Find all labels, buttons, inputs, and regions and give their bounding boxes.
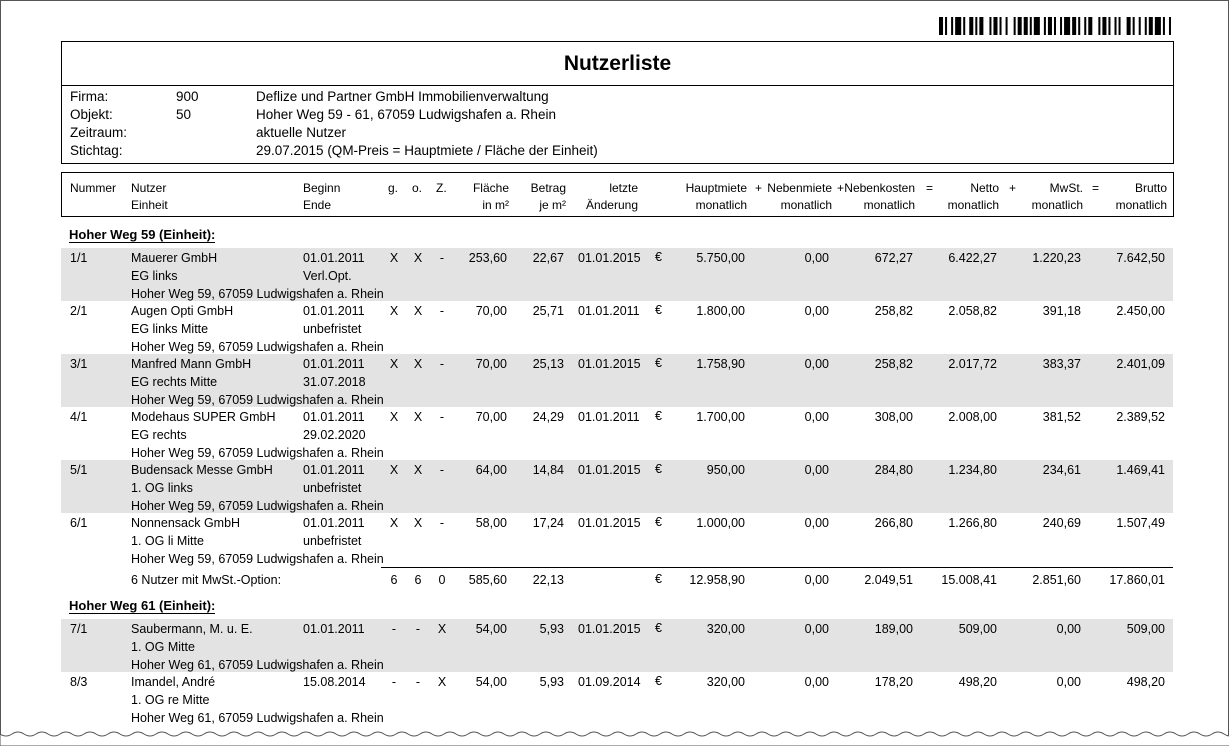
col-hauptmiete-unit: monatlich (695, 198, 747, 212)
cell-betrag: 24,29 (532, 410, 564, 424)
cell-nutzer: Budensack Messe GmbH (131, 463, 273, 477)
cell-flaeche: 54,00 (475, 622, 507, 636)
cell-z: - (439, 516, 445, 530)
cell-netto: 498,20 (958, 675, 997, 689)
cell-neben: 0,00 (804, 675, 829, 689)
cell-netto: 509,00 (958, 622, 997, 636)
cell-aenderung: 01.01.2015 (578, 251, 641, 265)
cell-g: X (389, 251, 399, 265)
cell-nr: 1/1 (70, 251, 88, 265)
cell-betrag: 22,67 (532, 251, 564, 265)
cell-nk: 284,80 (874, 463, 913, 477)
cell-g: X (389, 410, 399, 424)
col-equals-2: = (1092, 181, 1100, 195)
cell-flaeche: 70,00 (475, 410, 507, 424)
cell-einheit: EG rechts (131, 428, 187, 442)
cell-aenderung: 01.09.2014 (578, 675, 641, 689)
cell-g: X (389, 516, 399, 530)
cell-ende: unbefristet (303, 322, 362, 336)
cell-nr: 8/3 (70, 675, 88, 689)
summary-brutto: 17.860,01 (1109, 573, 1165, 587)
cell-cur: € (655, 515, 662, 529)
cell-betrag: 5,93 (539, 622, 564, 636)
barcode-image (939, 17, 1173, 35)
cell-mwst: 0,00 (1056, 622, 1081, 636)
cell-nutzer: Saubermann, M. u. E. (131, 622, 253, 636)
col-g: g. (388, 181, 399, 195)
cell-flaeche: 253,60 (468, 251, 507, 265)
cell-o: - (415, 675, 421, 689)
cell-neben: 0,00 (804, 516, 829, 530)
cell-mwst: 240,69 (1042, 516, 1081, 530)
col-flaeche: Fläche (472, 181, 509, 195)
cell-betrag: 17,24 (532, 516, 564, 530)
cell-o: X (413, 304, 423, 318)
info-code-firma: 900 (176, 89, 199, 104)
cell-nk: 189,00 (874, 622, 913, 636)
cell-haupt: 1.700,00 (696, 410, 745, 424)
cell-adresse: Hoher Weg 59, 67059 Ludwigshafen a. Rhein (131, 287, 384, 301)
cell-z: - (439, 357, 445, 371)
cell-brutto: 1.507,49 (1116, 516, 1165, 530)
col-nebenmiete: Nebenmiete (767, 181, 832, 195)
col-letzte: letzte (609, 181, 638, 195)
report-title: Nutzerliste (62, 42, 1173, 86)
cell-einheit: EG links (131, 269, 178, 283)
cell-g: X (389, 304, 399, 318)
col-o: o. (412, 181, 423, 195)
info-label-stichtag: Stichtag: (70, 143, 123, 158)
cell-netto: 2.058,82 (948, 304, 997, 318)
cell-adresse: Hoher Weg 59, 67059 Ludwigshafen a. Rhein (131, 499, 384, 513)
summary-g: 6 (390, 573, 398, 587)
summary-label: 6 Nutzer mit MwSt.-Option: (131, 573, 282, 587)
cell-z: X (437, 675, 447, 689)
summary-nebenmiete: 0,00 (804, 573, 829, 587)
cell-betrag: 25,71 (532, 304, 564, 318)
cell-flaeche: 58,00 (475, 516, 507, 530)
cell-ende: Verl.Opt. (303, 269, 352, 283)
report-header-box (61, 41, 1174, 164)
col-netto: Netto (970, 181, 999, 195)
cell-ende: 31.07.2018 (303, 375, 366, 389)
cell-o: X (413, 463, 423, 477)
cell-aenderung: 01.01.2015 (578, 357, 641, 371)
cell-flaeche: 54,00 (475, 675, 507, 689)
cell-o: X (413, 251, 423, 265)
cell-ende: unbefristet (303, 534, 362, 548)
cell-brutto: 2.401,09 (1116, 357, 1165, 371)
cell-z: - (439, 410, 445, 424)
cell-beginn: 01.01.2011 (303, 304, 365, 318)
info-label-zeitraum: Zeitraum: (70, 125, 128, 140)
cell-mwst: 381,52 (1042, 410, 1081, 424)
col-plus-2: + (837, 181, 845, 195)
cell-netto: 1.266,80 (948, 516, 997, 530)
cell-z: X (437, 622, 447, 636)
cell-brutto: 2.389,52 (1116, 410, 1165, 424)
col-flaeche-unit: in m² (482, 198, 509, 212)
cell-haupt: 320,00 (706, 675, 745, 689)
column-header (61, 172, 1174, 217)
info-label-objekt: Objekt: (70, 107, 113, 122)
cell-betrag: 5,93 (539, 675, 564, 689)
cell-cur: € (655, 356, 662, 370)
cell-nutzer: Nonnensack GmbH (131, 516, 241, 530)
cell-einheit: 1. OG li Mitte (131, 534, 204, 548)
col-betrag-unit: je m² (539, 198, 566, 212)
cell-nk: 258,82 (874, 357, 913, 371)
cell-neben: 0,00 (804, 410, 829, 424)
cell-adresse: Hoher Weg 61, 67059 Ludwigshafen a. Rhein (131, 658, 384, 672)
info-value-objekt: Hoher Weg 59 - 61, 67059 Ludwigshafen a. Rhein (256, 107, 556, 122)
cell-haupt: 950,00 (706, 463, 745, 477)
cell-adresse: Hoher Weg 59, 67059 Ludwigshafen a. Rhein (131, 393, 384, 407)
cell-g: - (391, 622, 397, 636)
cell-beginn: 01.01.2011 (303, 516, 365, 530)
cell-einheit: 1. OG re Mitte (131, 693, 210, 707)
col-ende: Ende (303, 198, 332, 212)
cell-nk: 672,27 (874, 251, 913, 265)
cell-aenderung: 01.01.2011 (578, 304, 640, 318)
cell-beginn: 01.01.2011 (303, 622, 365, 636)
cell-adresse: Hoher Weg 59, 67059 Ludwigshafen a. Rhein (131, 552, 384, 566)
cell-nutzer: Modehaus SUPER GmbH (131, 410, 276, 424)
cell-o: X (413, 410, 423, 424)
cell-neben: 0,00 (804, 622, 829, 636)
col-nummer: Nummer (70, 181, 117, 195)
cell-nutzer: Augen Opti GmbH (131, 304, 234, 318)
cell-aenderung: 01.01.2011 (578, 410, 640, 424)
cell-nk: 178,20 (874, 675, 913, 689)
cell-mwst: 234,61 (1042, 463, 1081, 477)
cell-betrag: 14,84 (532, 463, 564, 477)
summary-o: 6 (414, 573, 422, 587)
cell-flaeche: 64,00 (475, 463, 507, 477)
cell-mwst: 0,00 (1056, 675, 1081, 689)
cell-z: - (439, 463, 445, 477)
cell-beginn: 01.01.2011 (303, 251, 365, 265)
cell-haupt: 5.750,00 (696, 251, 745, 265)
cell-nk: 308,00 (874, 410, 913, 424)
cell-neben: 0,00 (804, 304, 829, 318)
cell-neben: 0,00 (804, 463, 829, 477)
summary-divider (381, 567, 1173, 568)
cell-neben: 0,00 (804, 357, 829, 371)
section-heading: Hoher Weg 59 (Einheit): (69, 227, 216, 242)
col-nebenkosten: Nebenkosten (844, 181, 915, 195)
cell-beginn: 01.01.2011 (303, 463, 365, 477)
summary-currency: € (655, 572, 662, 586)
cell-brutto: 2.450,00 (1116, 304, 1165, 318)
col-brutto: Brutto (1134, 181, 1167, 195)
cell-mwst: 391,18 (1042, 304, 1081, 318)
cell-einheit: 1. OG links (131, 481, 193, 495)
col-nutzer: Nutzer (131, 181, 167, 195)
col-beginn: Beginn (303, 181, 341, 195)
cell-nutzer: Imandel, André (131, 675, 216, 689)
summary-betrag: 22,13 (532, 573, 564, 587)
col-einheit: Einheit (131, 198, 168, 212)
cell-beginn: 15.08.2014 (303, 675, 366, 689)
cell-o: X (413, 516, 423, 530)
cell-einheit: 1. OG Mitte (131, 640, 195, 654)
cell-brutto: 509,00 (1126, 622, 1165, 636)
cell-brutto: 1.469,41 (1116, 463, 1165, 477)
cell-g: X (389, 357, 399, 371)
cell-einheit: EG links Mitte (131, 322, 209, 336)
col-nebenkosten-unit: monatlich (863, 198, 915, 212)
info-value-zeitraum: aktuelle Nutzer (256, 125, 347, 140)
cell-aenderung: 01.01.2015 (578, 516, 641, 530)
cell-netto: 1.234,80 (948, 463, 997, 477)
cell-nutzer: Manfred Mann GmbH (131, 357, 252, 371)
cell-ende: unbefristet (303, 481, 362, 495)
cell-z: - (439, 251, 445, 265)
cell-cur: € (655, 409, 662, 423)
cell-neben: 0,00 (804, 251, 829, 265)
col-netto-unit: monatlich (947, 198, 999, 212)
cell-g: - (391, 675, 397, 689)
cell-beginn: 01.01.2011 (303, 357, 365, 371)
cell-cur: € (655, 250, 662, 264)
cell-nr: 4/1 (70, 410, 88, 424)
col-mwst-unit: monatlich (1031, 198, 1083, 212)
col-z: Z. (436, 181, 447, 195)
cell-nr: 2/1 (70, 304, 88, 318)
cell-haupt: 1.000,00 (696, 516, 745, 530)
col-plus-3: + (1009, 181, 1017, 195)
cell-beginn: 01.01.2011 (303, 410, 365, 424)
summary-hauptmiete: 12.958,90 (689, 573, 745, 587)
cell-nk: 266,80 (874, 516, 913, 530)
col-equals-1: = (926, 181, 934, 195)
col-plus-1: + (755, 181, 763, 195)
cell-aenderung: 01.01.2015 (578, 463, 641, 477)
cell-z: - (439, 304, 445, 318)
cell-haupt: 1.800,00 (696, 304, 745, 318)
info-code-objekt: 50 (176, 107, 192, 122)
cell-adresse: Hoher Weg 59, 67059 Ludwigshafen a. Rhein (131, 446, 384, 460)
summary-z: 0 (438, 573, 446, 587)
cell-netto: 2.017,72 (948, 357, 997, 371)
cell-nr: 7/1 (70, 622, 88, 636)
cell-o: - (415, 622, 421, 636)
cell-ende: 29.02.2020 (303, 428, 366, 442)
summary-flaeche: 585,60 (468, 573, 507, 587)
col-mwst: MwSt. (1049, 181, 1083, 195)
info-label-firma: Firma: (70, 89, 109, 104)
cell-einheit: EG rechts Mitte (131, 375, 218, 389)
cell-haupt: 1.758,90 (696, 357, 745, 371)
cell-mwst: 383,37 (1042, 357, 1081, 371)
cell-cur: € (655, 303, 662, 317)
torn-page-edge (0, 726, 1229, 746)
summary-nebenkosten: 2.049,51 (864, 573, 913, 587)
cell-netto: 2.008,00 (948, 410, 997, 424)
cell-nk: 258,82 (874, 304, 913, 318)
cell-cur: € (655, 674, 662, 688)
cell-brutto: 7.642,50 (1116, 251, 1165, 265)
cell-netto: 6.422,27 (948, 251, 997, 265)
cell-cur: € (655, 462, 662, 476)
col-brutto-unit: monatlich (1115, 198, 1167, 212)
cell-o: X (413, 357, 423, 371)
cell-adresse: Hoher Weg 61, 67059 Ludwigshafen a. Rhein (131, 711, 384, 725)
cell-nutzer: Mauerer GmbH (131, 251, 218, 265)
cell-flaeche: 70,00 (475, 357, 507, 371)
cell-nr: 5/1 (70, 463, 88, 477)
col-hauptmiete: Hauptmiete (685, 181, 747, 195)
col-betrag: Betrag (530, 181, 566, 195)
info-value-firma: Deflize und Partner GmbH Immobilienverwaltung (256, 89, 549, 104)
col-nebenmiete-unit: monatlich (780, 198, 832, 212)
summary-netto: 15.008,41 (941, 573, 997, 587)
cell-g: X (389, 463, 399, 477)
col-aenderung: Änderung (585, 198, 638, 212)
cell-mwst: 1.220,23 (1032, 251, 1081, 265)
cell-aenderung: 01.01.2015 (578, 622, 641, 636)
cell-nr: 6/1 (70, 516, 88, 530)
cell-cur: € (655, 621, 662, 635)
cell-brutto: 498,20 (1126, 675, 1165, 689)
cell-adresse: Hoher Weg 59, 67059 Ludwigshafen a. Rhein (131, 340, 384, 354)
summary-mwst: 2.851,60 (1032, 573, 1081, 587)
info-value-stichtag: 29.07.2015 (QM-Preis = Hauptmiete / Fläche der Einheit) (256, 143, 598, 158)
cell-nr: 3/1 (70, 357, 88, 371)
cell-betrag: 25,13 (532, 357, 564, 371)
cell-haupt: 320,00 (706, 622, 745, 636)
cell-flaeche: 70,00 (475, 304, 507, 318)
section-heading: Hoher Weg 61 (Einheit): (69, 598, 216, 613)
